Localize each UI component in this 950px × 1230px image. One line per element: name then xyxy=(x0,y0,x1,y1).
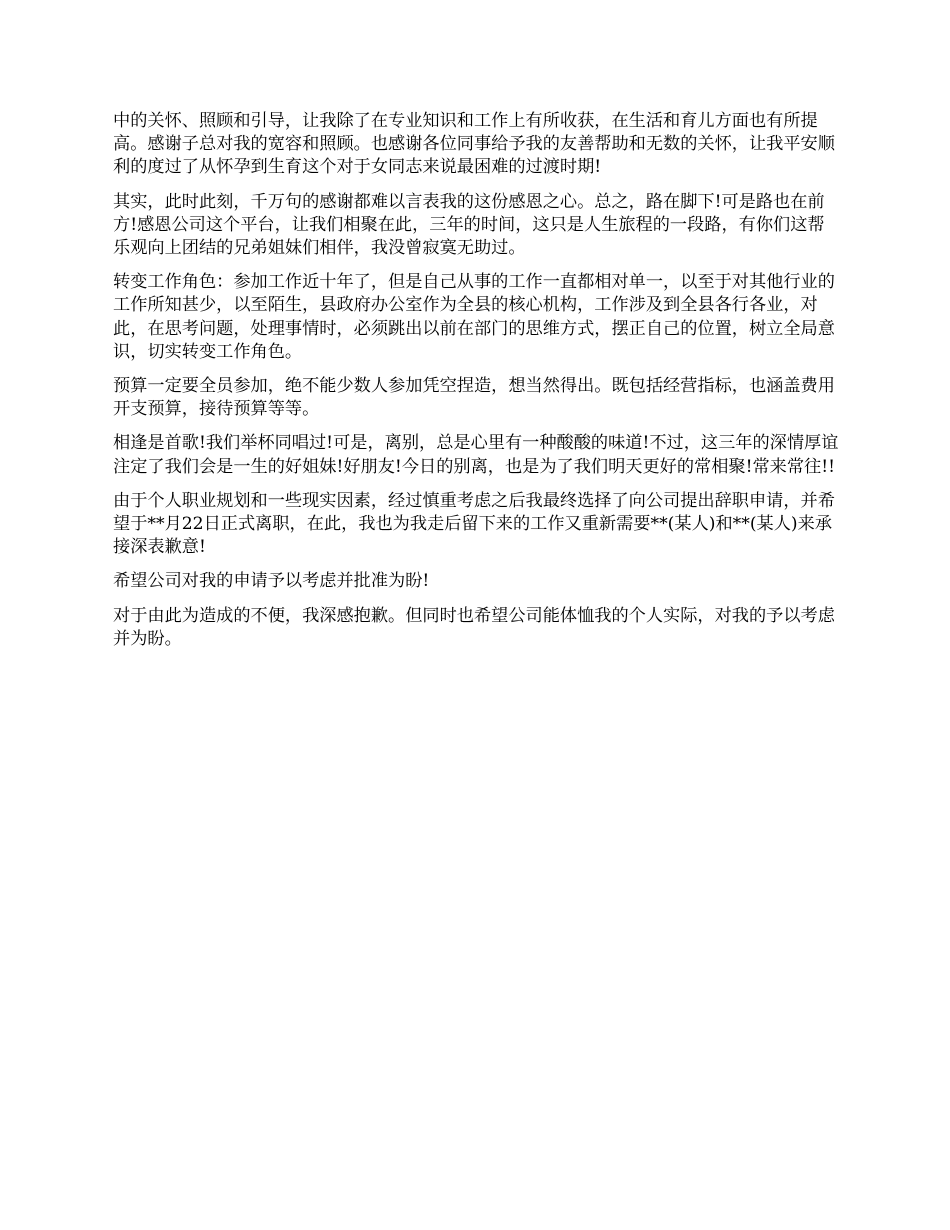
paragraph-change-role: 转变工作角色：参加工作近十年了，但是自己从事的工作一直都相对单一，以至于对其他行业的工作所知甚少，以至陌生，县政府办公室作为全县的核心机构，工作涉及到全县各行各业，对此，在思考问题，处理事情时，必须跳出以前在部门的思维方式，摆正自己的位置，树立全局意识，切实转变工作角色。 xyxy=(113,272,835,362)
paragraph-hope-approval: 希望公司对我的申请予以考虑并批准为盼! xyxy=(113,571,430,592)
paragraph-farewell: 相逢是首歌!我们举杯同唱过!可是，离别，总是心里有一种酸酸的味道!不过，这三年的深情厚谊注定了我们会是一生的好姐妹!好朋友!今日的别离，也是为了我们明天更好的常相聚!常来常往!! xyxy=(113,433,839,477)
paragraph-budget: 预算一定要全员参加，绝不能少数人参加凭空捏造，想当然得出。既包括经营指标，也涵盖费用开支预算，接待预算等等。 xyxy=(113,376,835,420)
paragraph-resignation-request: 由于个人职业规划和一些现实因素，经过慎重考虑之后我最终选择了向公司提出辞职申请，并希望于**月22日正式离职，在此，我也为我走后留下来的工作又重新需要**(某人)和**(某人)来承接深表歉意! xyxy=(113,490,835,558)
paragraph-thanks-platform: 其实，此时此刻，千万句的感谢都难以言表我的这份感恩之心。总之，路在脚下!可是路也在前方!感恩公司这个平台，让我们相聚在此，三年的时间，这只是人生旅程的一段路，有你们这帮乐观向上团结的兄弟姐妹们相伴，我没曾寂寞无助过。 xyxy=(113,191,825,259)
document-body xyxy=(113,110,841,651)
paragraph-apology: 对于由此为造成的不便，我深感抱歉。但同时也希望公司能体恤我的个人实际，对我的予以考虑并为盼。 xyxy=(113,605,835,649)
paragraph-gratitude-care: 中的关怀、照顾和引导，让我除了在专业知识和工作上有所收获，在生活和育儿方面也有所提高。感谢子总对我的宽容和照顾。也感谢各位同事给予我的友善帮助和无数的关怀，让我平安顺利的度过了从怀孕到生育这个对于女同志来说最困难的过渡时期! xyxy=(113,111,835,178)
